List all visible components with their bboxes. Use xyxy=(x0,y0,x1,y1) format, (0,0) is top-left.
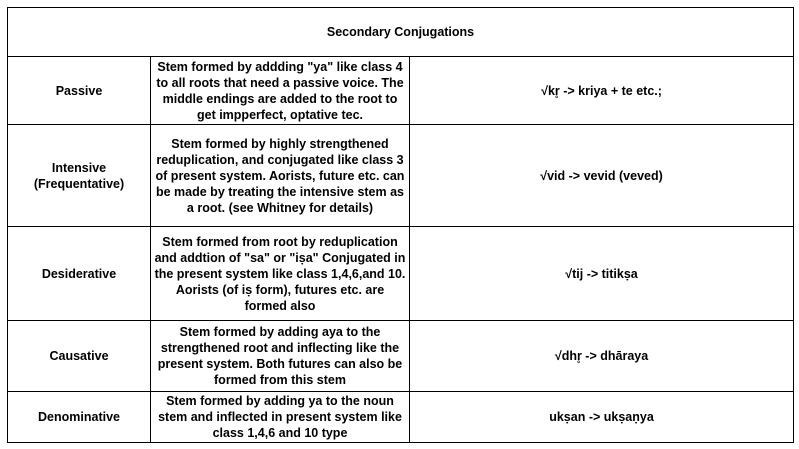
conjugation-example: ukṣan -> ukṣaṇya xyxy=(410,392,794,443)
conjugation-name: Causative xyxy=(8,321,151,392)
conjugation-example: √vid -> vevid (veved) xyxy=(410,125,794,227)
conjugation-description: Stem formed by highly strengthened reduplication, and conjugated like class 3 of present system. Aorists, future etc. can be made by treating the intensive stem as a root. (see Whitney for details) xyxy=(151,125,410,227)
table-row-intensive xyxy=(8,125,794,227)
table-row-passive xyxy=(8,57,794,125)
secondary-conjugations-table xyxy=(7,7,794,443)
table-row-causative xyxy=(8,321,794,392)
conjugation-description: Stem formed by adding aya to the strengthened root and inflecting like the present system. Both futures can also be formed from this stem xyxy=(151,321,410,392)
conjugation-name: Desiderative xyxy=(8,227,151,321)
conjugation-example: √tij -> titikṣa xyxy=(410,227,794,321)
conjugation-name: Denominative xyxy=(8,392,151,443)
conjugation-example: √dhr̥ -> dhāraya xyxy=(410,321,794,392)
table-row-desiderative xyxy=(8,227,794,321)
table-row-denominative xyxy=(8,392,794,443)
conjugation-name: Passive xyxy=(8,57,151,125)
conjugation-description: Stem formed by adding ya to the noun stem and inflected in present system like class 1,4,6 and 10 type xyxy=(151,392,410,443)
conjugation-description: Stem formed from root by reduplication and addtion of "sa" or "iṣa" Conjugated in the present system like class 1,4,6,and 10. Aorists (of iṣ form), futures etc. are formed also xyxy=(151,227,410,321)
conjugation-example: √kr̥ -> kriya + te etc.; xyxy=(410,57,794,125)
conjugation-name: Intensive (Frequentative) xyxy=(8,125,151,227)
table-title: Secondary Conjugations xyxy=(8,8,794,57)
conjugation-description: Stem formed by addding "ya" like class 4 to all roots that need a passive voice. The middle endings are added to the root to get impperfect, optative tec. xyxy=(151,57,410,125)
